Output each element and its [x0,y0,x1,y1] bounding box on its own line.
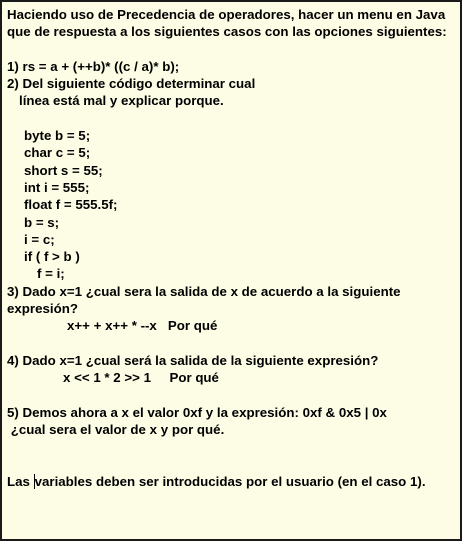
question-3: 3) Dado x=1 ¿cual sera la salida de x de acuerdo a la siguiente expresión? [7,283,401,317]
code-line: f = i; [37,266,65,282]
question-2-line-2: línea está mal y explicar porque. [19,93,224,109]
blank-line [7,387,454,404]
page-margin [0,541,466,547]
blank-line [7,110,454,127]
question-4: 4) Dado x=1 ¿cual será la salida de la siguiente expresión? [7,352,379,368]
question-3-expression: x++ + x++ * --x Por qué [67,318,218,334]
blank-line [7,456,454,473]
code-line: int i = 555; [24,179,90,195]
question-1: 1) rs = a + (++b)* ((c / a)* b); [7,58,180,74]
question-5-line-2: ¿cual sera el valor de x y por qué. [7,422,225,438]
code-line: char c = 5; [24,145,91,161]
blank-line [7,335,454,352]
footer-note-end: variables deben ser introducidas por el usuario (en el caso 1). [34,474,426,490]
code-line: float f = 555.5f; [24,197,118,213]
blank-line [7,41,454,58]
footer-note-start: Las [7,474,34,490]
intro-paragraph: Haciendo uso de Precedencia de operadores, hacer un menu en Java que de respuesta a los siguientes casos con las opciones siguientes: [7,7,447,40]
question-2-line-1: 2) Del siguiente código determinar cual [7,76,256,92]
question-4-expression: x << 1 * 2 >> 1 Por qué [63,370,219,386]
code-line: i = c; [24,231,55,247]
blank-line [7,438,454,455]
code-line: byte b = 5; [24,128,91,144]
code-line: short s = 55; [24,162,103,178]
question-5-line-1: 5) Demos ahora a x el valor 0xf y la expresión: 0xf & 0x5 | 0x [7,404,387,420]
code-line: if ( f > b ) [24,249,80,265]
footer-note [7,473,454,490]
code-line: b = s; [24,214,60,230]
